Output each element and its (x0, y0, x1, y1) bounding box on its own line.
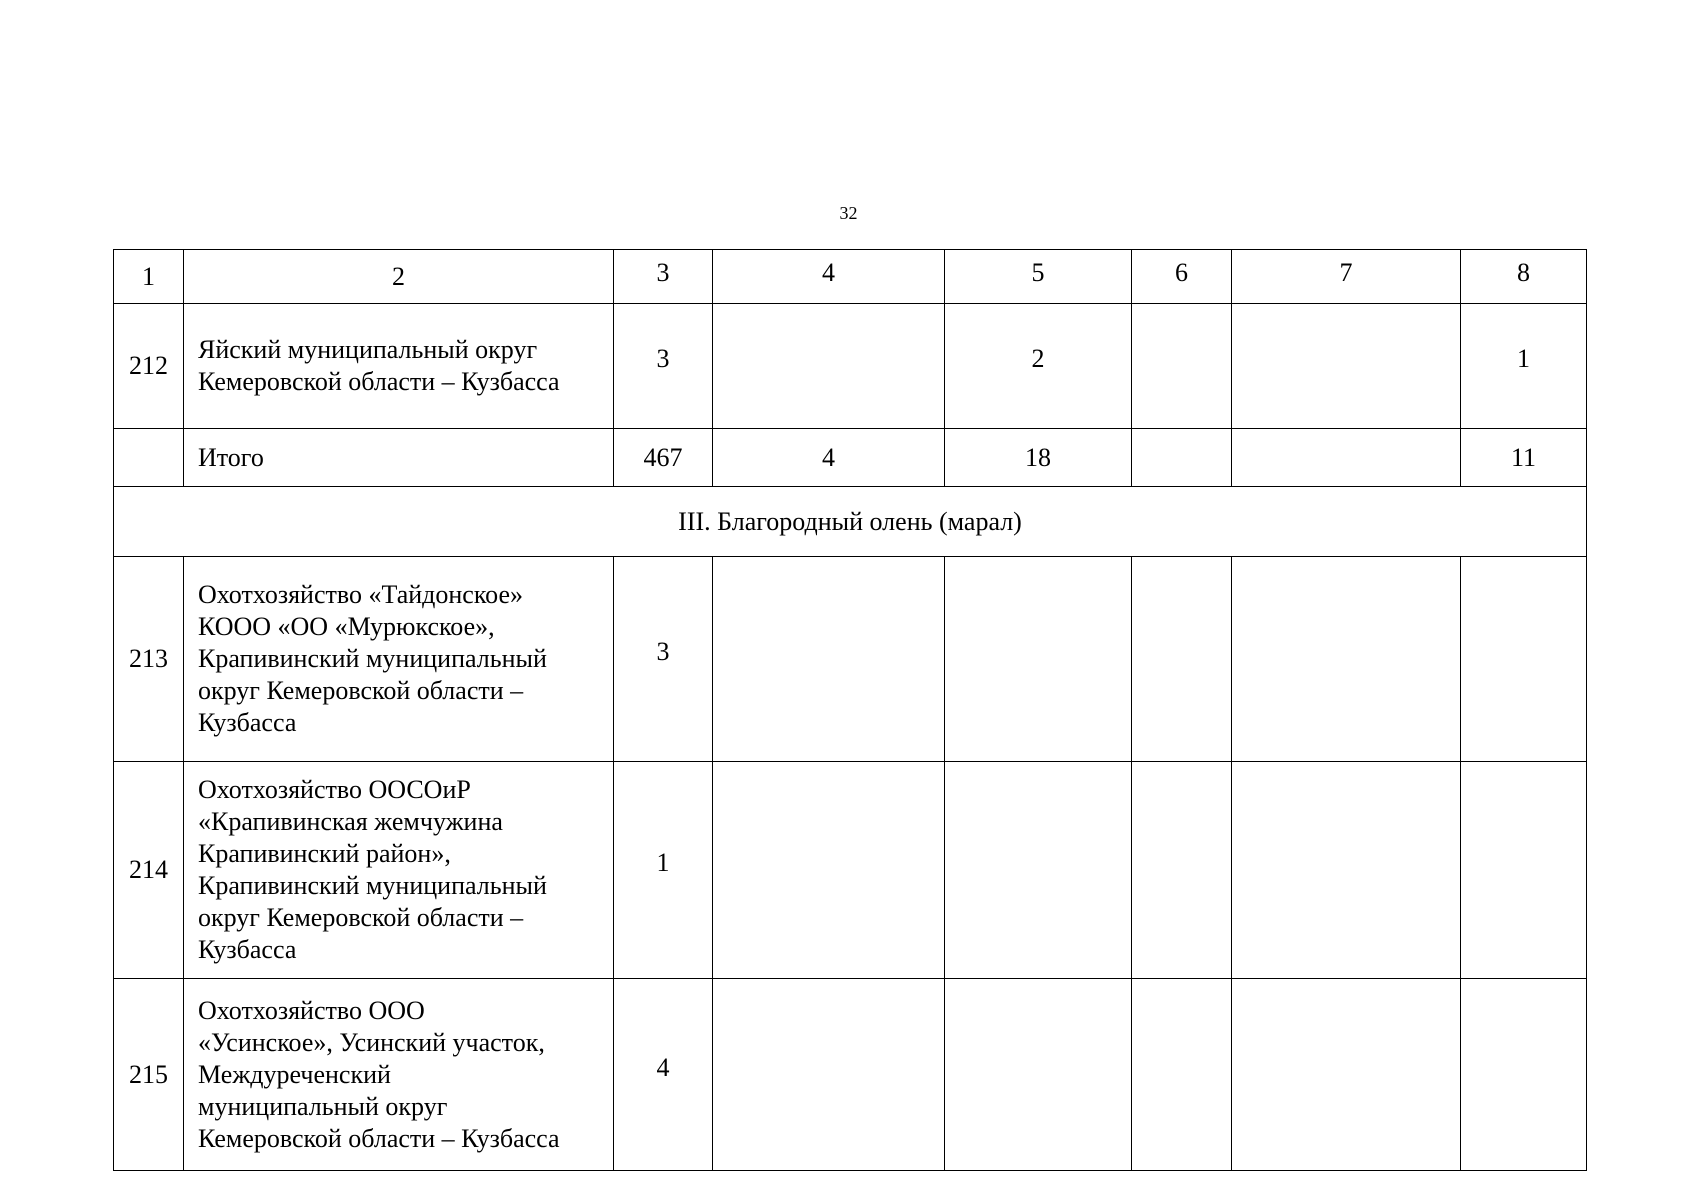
row-name-line: округ Кемеровской области – (198, 676, 524, 705)
row-name-line: округ Кемеровской области – (198, 903, 524, 932)
row-number: 215 (114, 979, 184, 1171)
cell-col-3: 1 (614, 762, 713, 979)
header-cell-7: 7 (1232, 250, 1461, 304)
cell-col-8 (1461, 557, 1587, 762)
row-name (184, 429, 614, 487)
cell-col-3: 467 (614, 429, 713, 487)
table-row (114, 557, 1587, 762)
data-table (113, 249, 1587, 1171)
row-name-line: Яйский муниципальный округ (198, 335, 538, 364)
cell-col-3: 4 (614, 979, 713, 1171)
row-name-line: Междуреченский (198, 1059, 391, 1089)
cell-col-8: 11 (1461, 429, 1587, 487)
cell-col-6 (1132, 979, 1232, 1171)
row-name (184, 557, 614, 762)
header-cell-1: 1 (114, 250, 184, 304)
cell-col-4 (713, 979, 945, 1171)
row-name-line: Кузбасса (198, 708, 297, 737)
header-cell-3: 3 (614, 250, 713, 304)
table-row (114, 304, 1587, 429)
section-header-row (114, 487, 1587, 557)
row-number: 212 (114, 304, 184, 429)
cell-col-5 (945, 979, 1132, 1171)
row-name (184, 979, 614, 1171)
cell-col-6 (1132, 429, 1232, 487)
table-row (114, 979, 1587, 1171)
cell-col-4 (713, 304, 945, 429)
cell-col-6 (1132, 762, 1232, 979)
row-name-line: КООО «ОО «Мурюкское», (198, 612, 495, 641)
cell-col-5 (945, 762, 1132, 979)
row-name-line: муниципальный округ (198, 1091, 448, 1121)
row-name-line: Крапивинский район», (198, 839, 451, 868)
cell-col-3: 3 (614, 304, 713, 429)
header-cell-2: 2 (184, 250, 614, 304)
header-cell-6: 6 (1132, 250, 1232, 304)
cell-col-5: 2 (945, 304, 1132, 429)
row-name-line: «Крапивинская жемчужина (198, 807, 503, 836)
cell-col-7 (1232, 979, 1461, 1171)
cell-col-8 (1461, 762, 1587, 979)
cell-col-6 (1132, 557, 1232, 762)
row-name-line: «Усинское», Усинский участок, (198, 1027, 545, 1057)
total-label: Итого (198, 442, 264, 472)
header-cell-8: 8 (1461, 250, 1587, 304)
section-title: III. Благородный олень (марал) (114, 487, 1587, 557)
row-name-line: Крапивинский муниципальный (198, 871, 547, 900)
cell-col-8: 1 (1461, 304, 1587, 429)
cell-col-7 (1232, 557, 1461, 762)
cell-col-4 (713, 762, 945, 979)
row-number: 213 (114, 557, 184, 762)
total-row (114, 429, 1587, 487)
header-cell-4: 4 (713, 250, 945, 304)
row-name-line: Кемеровской области – Кузбасса (198, 1123, 560, 1153)
row-name-line: Кузбасса (198, 935, 297, 964)
row-name-line: Крапивинский муниципальный (198, 644, 547, 673)
row-name-line: Охотхозяйство «Тайдонское» (198, 580, 523, 609)
cell-col-6 (1132, 304, 1232, 429)
cell-col-8 (1461, 979, 1587, 1171)
cell-col-5: 18 (945, 429, 1132, 487)
cell-col-7 (1232, 762, 1461, 979)
cell-col-3: 3 (614, 557, 713, 762)
cell-col-7 (1232, 304, 1461, 429)
cell-col-4 (713, 557, 945, 762)
row-name (184, 762, 614, 979)
row-name-line: Охотхозяйство ООО (198, 995, 425, 1025)
cell-col-5 (945, 557, 1132, 762)
header-cell-5: 5 (945, 250, 1132, 304)
cell-col-4: 4 (713, 429, 945, 487)
table-row (114, 762, 1587, 979)
row-name (184, 304, 614, 429)
row-name-line: Охотхозяйство ООСОиР (198, 775, 471, 804)
header-row (114, 250, 1587, 304)
page-number: 32 (839, 203, 858, 223)
row-name-line: Кемеровской области – Кузбасса (198, 367, 560, 396)
row-number: 214 (114, 762, 184, 979)
row-number (114, 429, 184, 487)
cell-col-7 (1232, 429, 1461, 487)
